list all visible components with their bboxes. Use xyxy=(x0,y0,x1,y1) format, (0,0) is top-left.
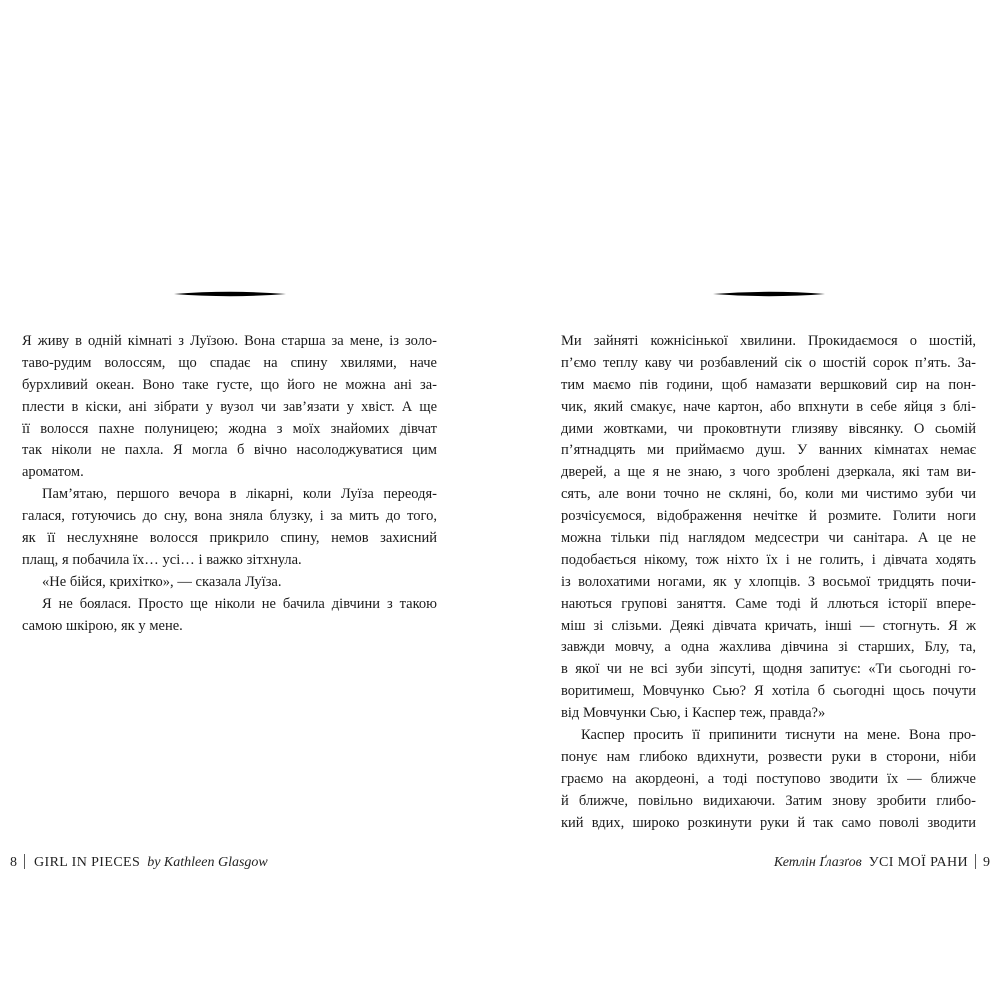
text-line: й ближче, повільно видихаючи. Затим знову зробити глибо- xyxy=(561,792,976,809)
section-divider-icon xyxy=(713,291,825,297)
text-line: подобається нікому, тож ніхто їх і не голить, і дівчата ходять xyxy=(561,551,976,568)
text-line: можна тільки під наглядом медсестри чи санітара. А це не xyxy=(561,530,976,547)
footer-left xyxy=(10,853,268,873)
page-number-left: 8 xyxy=(10,855,17,870)
text-line: «Не бійся, крихітко», — сказала Луїза. xyxy=(42,573,282,590)
text-line: наються групові заняття. Саме тоді й ллються історії впере- xyxy=(561,595,976,612)
text-line: сять, але вони точно не скляні, бо, коли ми чистимо зуби чи xyxy=(561,486,976,503)
text-line: Пам’ятаю, першого вечора в лікарні, коли Луїза переодя- xyxy=(42,486,437,503)
text-line: так ніколи не пахла. Я могла б вічно насолоджуватися цим xyxy=(22,442,437,459)
text-line: із волохатими ногами, як у хлопців. З восьмої тридцять почи- xyxy=(561,573,976,590)
text-line: таво-рудим волоссям, що спадає на спину хвилями, наче xyxy=(22,354,437,371)
text-line: чик, який смакує, наче картон, або впхнути в себе яйця з блі- xyxy=(561,398,976,415)
text-line: розчісуємося, відображення нечітке й розмите. Голити ноги xyxy=(561,508,976,525)
page-left xyxy=(22,0,437,637)
text-line: міш зі слізьми. Деякі дівчата кричать, інші — стогнуть. Я ж xyxy=(561,617,976,634)
page-right xyxy=(561,0,976,834)
footer-separator-bar xyxy=(24,854,25,869)
text-line: тим маємо пів години, щоб намазати вершковий сир на пон- xyxy=(561,376,976,393)
footer-right xyxy=(774,853,990,873)
text-line: завжди мовчу, а одна жахлива дівчина зі старших, Блу, та, xyxy=(561,639,976,656)
author-byline: by Kathleen Glasgow xyxy=(147,855,268,870)
section-divider-icon xyxy=(174,291,286,297)
text-line: ароматом. xyxy=(22,464,84,481)
book-title-translated: УСІ МОЇ РАНИ xyxy=(868,855,968,870)
page-number-right: 9 xyxy=(983,855,990,870)
text-line: понує нам глибоко вдихнути, розвести руки в сторони, ніби xyxy=(561,748,976,765)
book-title-original: GIRL IN PIECES xyxy=(34,855,141,870)
text-line: дими жовтками, чи проковтнути глизяву вівсянку. О сьомій xyxy=(561,420,976,437)
text-line: Ми зайняті кожнісінької хвилини. Прокидаємося о шостій, xyxy=(561,333,976,349)
text-line: Я живу в одній кімнаті з Луїзою. Вона старша за мене, із золо- xyxy=(22,333,437,349)
text-line: плести в кіски, ані зібрати у вузол чи зав’язати у хвіст. А ще xyxy=(22,398,437,415)
text-line: Каспер просить її припинити тиснути на мене. Вона про- xyxy=(581,727,976,744)
text-line: Я не боялася. Просто ще ніколи не бачила дівчини з такою xyxy=(42,595,437,612)
text-line: дверей, а ще я не знаю, з чого зроблені дзеркала, які там ви- xyxy=(561,464,976,481)
page-right-text xyxy=(561,331,976,834)
text-line: кий вдих, широко розкинути руки й так само поволі зводити xyxy=(561,814,976,831)
text-line: граємо на акордеоні, а тоді поступово зводити їх — ближче xyxy=(561,770,976,787)
page-left-text xyxy=(22,331,437,637)
text-line: в якої чи не всі зуби зіпсуті, щодня запитує: «Ти сьогодні го- xyxy=(561,661,976,678)
text-line: від Мовчунки Сью, і Каспер теж, правда?» xyxy=(561,705,826,722)
text-line: як її неслухняне волосся прикрило спину, немов захисний xyxy=(22,530,437,547)
footer-separator-bar xyxy=(975,854,976,869)
text-line: її волосся пахне полуницею; жодна з моїх знайомих дівчат xyxy=(22,420,437,437)
text-line: бурхливий океан. Воно таке густе, що його не можна ані за- xyxy=(22,376,437,393)
text-line: воритимеш, Мовчунко Сью? Я хотіла б сьогодні щось почути xyxy=(561,683,976,700)
text-line: п’ємо теплу каву чи розбавлений сік о шостій сорок п’ять. За- xyxy=(561,354,976,371)
text-line: самою шкірою, як у мене. xyxy=(22,617,183,634)
text-line: плащ, я побачила їх… усі… і важко зітхнула. xyxy=(22,551,302,568)
text-line: п’ятнадцять ми приймаємо душ. У ванних кімнатах немає xyxy=(561,442,976,459)
author-name-translated: Кетлін Ґлазґов xyxy=(773,855,862,870)
text-line: галася, готуючись до сну, вона зняла блузку, і за мить до того, xyxy=(22,508,437,525)
